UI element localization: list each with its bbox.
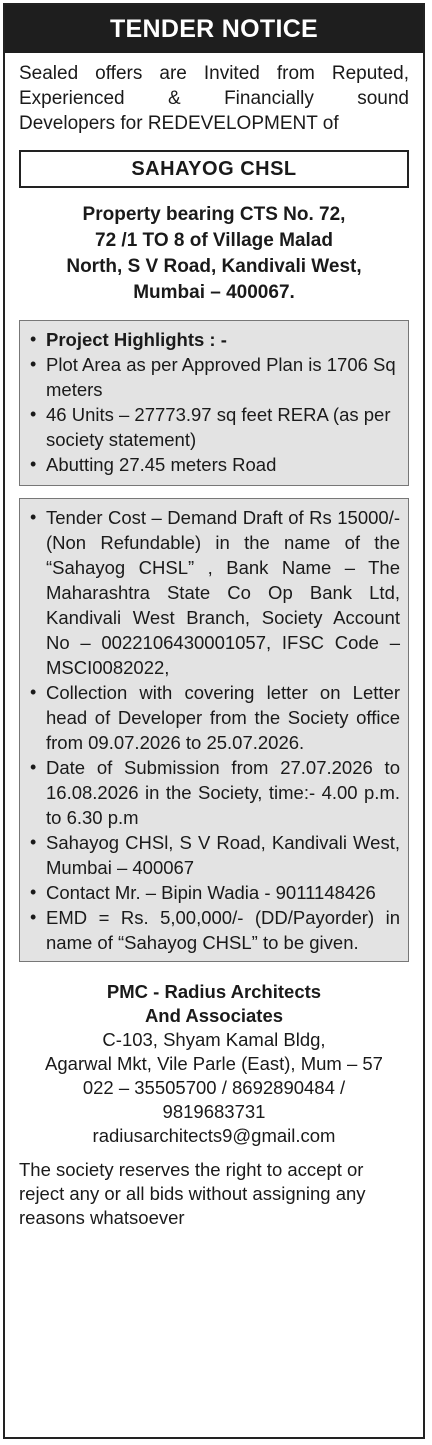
- list-item: [26, 505, 400, 680]
- pmc-address-line-2: Agarwal Mkt, Vile Parle (East), Mum – 57: [45, 1053, 383, 1074]
- intro-line-3: Developers for REDEVELOPMENT of: [19, 113, 339, 134]
- term-submission-date: Date of Submission from 27.07.2026 to 16.08.2026 in the Society, time:- 4.00 p.m. to 6.30 p.m: [46, 757, 400, 828]
- term-emd: EMD = Rs. 5,00,000/- (DD/Payorder) in name of “Sahayog CHSL” to be given.: [46, 907, 400, 953]
- list-item: [26, 352, 400, 402]
- term-tender-cost: Tender Cost – Demand Draft of Rs 15000/- (Non Refundable) in the name of the “Sahayog CHSL” , Bank Name – The Maharashtra State Co Op Bank Ltd, Kandivali West Branch, Society Account No – 0022106430001057, IFSC Code – MSCI0082022,: [46, 507, 400, 678]
- property-line-3: North, S V Road, Kandivali West,: [66, 256, 362, 277]
- term-collection: Collection with covering letter on Letter head of Developer from the Society office from 09.07.2026 to 25.07.2026.: [46, 682, 400, 753]
- list-item: [26, 402, 400, 452]
- bullet-icon: •: [30, 757, 37, 777]
- property-line-2: 72 /1 TO 8 of Village Malad: [95, 230, 333, 251]
- pmc-address-line-1: C-103, Shyam Kamal Bldg,: [102, 1029, 326, 1050]
- tender-notice: [3, 3, 425, 1439]
- highlights-title: Project Highlights : -: [46, 329, 227, 350]
- tender-terms-box: [19, 498, 409, 962]
- property-details: [5, 188, 423, 306]
- pmc-name-line-2: And Associates: [144, 1005, 284, 1026]
- intro-line-1: Sealed offers are Invited from Reputed,: [19, 63, 409, 84]
- bullet-icon: •: [30, 882, 37, 902]
- pmc-contact: [5, 962, 423, 1148]
- pmc-name-line-1: PMC - Radius Architects: [106, 981, 322, 1002]
- list-item: [26, 452, 400, 477]
- bullet-icon: •: [30, 907, 37, 927]
- term-contact: Contact Mr. – Bipin Wadia - 9011148426: [46, 882, 376, 903]
- list-item: [26, 905, 400, 955]
- list-item: [26, 755, 400, 830]
- notice-title: TENDER NOTICE: [5, 5, 423, 53]
- highlight-road: Abutting 27.45 meters Road: [46, 454, 277, 475]
- pmc-email: radiusarchitects9@gmail.com: [92, 1125, 336, 1146]
- intro-line-2: Experienced & Financially sound: [19, 88, 409, 109]
- bullet-icon: •: [30, 832, 37, 852]
- society-name-box: SAHAYOG CHSL: [19, 150, 409, 188]
- bullet-icon: •: [30, 454, 37, 474]
- property-line-4: Mumbai – 400067.: [133, 282, 295, 303]
- property-line-1: Property bearing CTS No. 72,: [82, 204, 346, 225]
- list-item: [26, 680, 400, 755]
- term-society-address: Sahayog CHSl, S V Road, Kandivali West, Mumbai – 400067: [46, 832, 400, 878]
- bullet-icon: •: [30, 507, 37, 527]
- highlight-units: 46 Units – 27773.97 sq feet RERA (as per society statement): [46, 404, 391, 450]
- highlight-plot-area: Plot Area as per Approved Plan is 1706 Sq meters: [46, 354, 396, 400]
- list-item: [26, 327, 400, 352]
- list-item: [26, 880, 400, 905]
- intro-text: [5, 53, 423, 136]
- bullet-icon: •: [30, 354, 37, 374]
- bullet-icon: •: [30, 404, 37, 424]
- pmc-phone-line-2: 9819683731: [162, 1101, 266, 1122]
- list-item: [26, 830, 400, 880]
- project-highlights-box: [19, 320, 409, 486]
- pmc-phone-line-1: 022 – 35505700 / 8692890484 /: [82, 1077, 346, 1098]
- disclaimer-text: The society reserves the right to accept or reject any or all bids without assigning any reasons whatsoever: [19, 1159, 366, 1228]
- bullet-icon: •: [30, 329, 37, 349]
- bullet-icon: •: [30, 682, 37, 702]
